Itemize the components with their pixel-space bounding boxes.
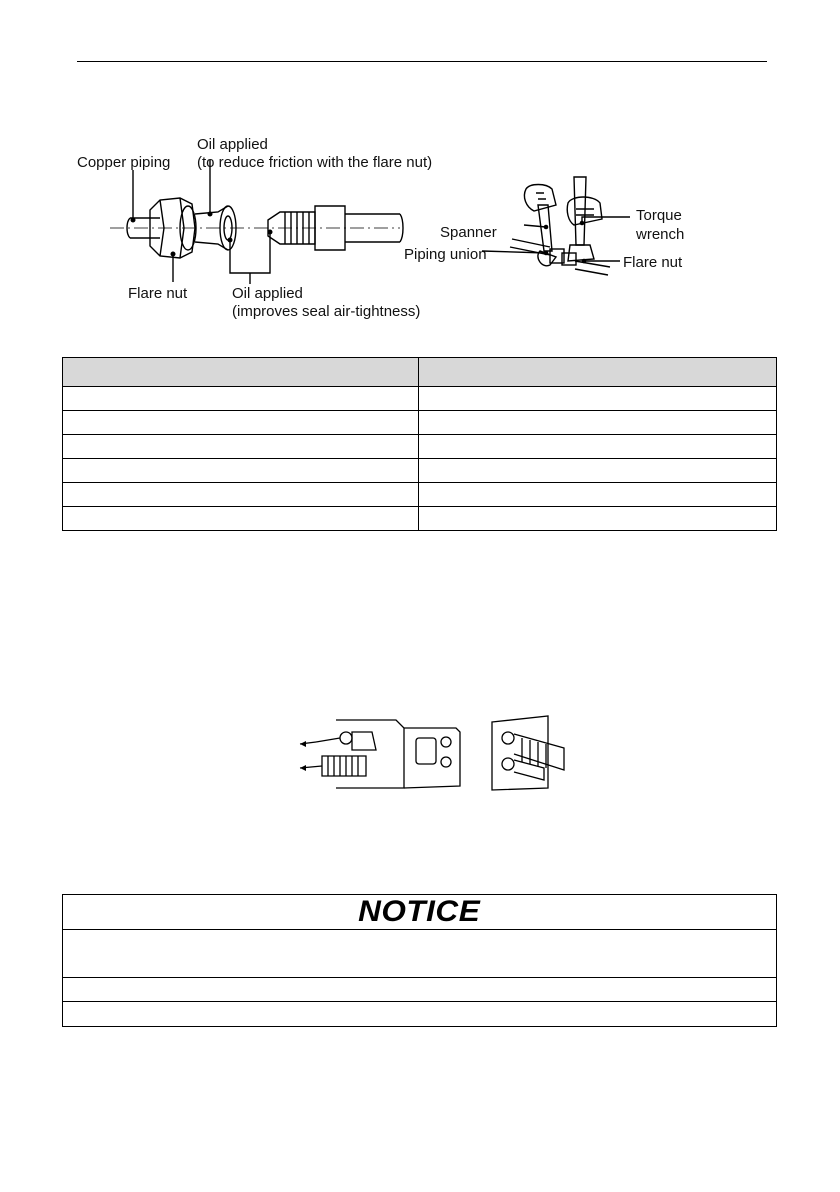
table-cell (419, 483, 777, 507)
table-cell (63, 387, 419, 411)
label-oil-applied-top-note: (to reduce friction with the flare nut) (197, 154, 433, 171)
label-spanner: Spanner (440, 224, 497, 241)
table-cell (63, 507, 419, 531)
notice-header (63, 895, 776, 930)
table-header-cell (419, 358, 777, 387)
label-torque: Torque (636, 207, 682, 224)
wrench-diagram (490, 175, 630, 280)
table-cell (419, 411, 777, 435)
table-header-cell (63, 358, 419, 387)
table-cell (63, 459, 419, 483)
label-flare-nut: Flare nut (128, 285, 188, 302)
notice-box (62, 894, 777, 1027)
table-row (63, 483, 777, 507)
notice-row (63, 930, 776, 978)
table-cell (63, 483, 419, 507)
table-row (63, 459, 777, 483)
label-copper-piping: Copper piping (77, 154, 171, 171)
table-cell (419, 507, 777, 531)
notice-row (63, 1002, 776, 1026)
table-cell (63, 435, 419, 459)
torque-table (62, 357, 777, 531)
label-oil-applied-bottom-note: (improves seal air-tightness) (232, 303, 421, 320)
table-cell (419, 435, 777, 459)
notice-title: NOTICE (358, 895, 481, 928)
table-row (63, 411, 777, 435)
valve-bracket-diagram (296, 712, 556, 792)
label-piping-union: Piping union (404, 246, 487, 263)
header-rule (77, 61, 767, 62)
flare-connection-diagram (100, 170, 420, 285)
table-row (63, 507, 777, 531)
table-row (63, 435, 777, 459)
label-oil-applied-top: Oil applied (197, 136, 268, 153)
label-wrench: wrench (636, 226, 685, 243)
table-cell (419, 459, 777, 483)
table-cell (419, 387, 777, 411)
notice-row (63, 978, 776, 1002)
table-header-row (63, 358, 777, 387)
table-row (63, 387, 777, 411)
table-cell (63, 411, 419, 435)
label-wrench-flare-nut: Flare nut (623, 254, 683, 271)
label-oil-applied-bottom: Oil applied (232, 285, 303, 302)
